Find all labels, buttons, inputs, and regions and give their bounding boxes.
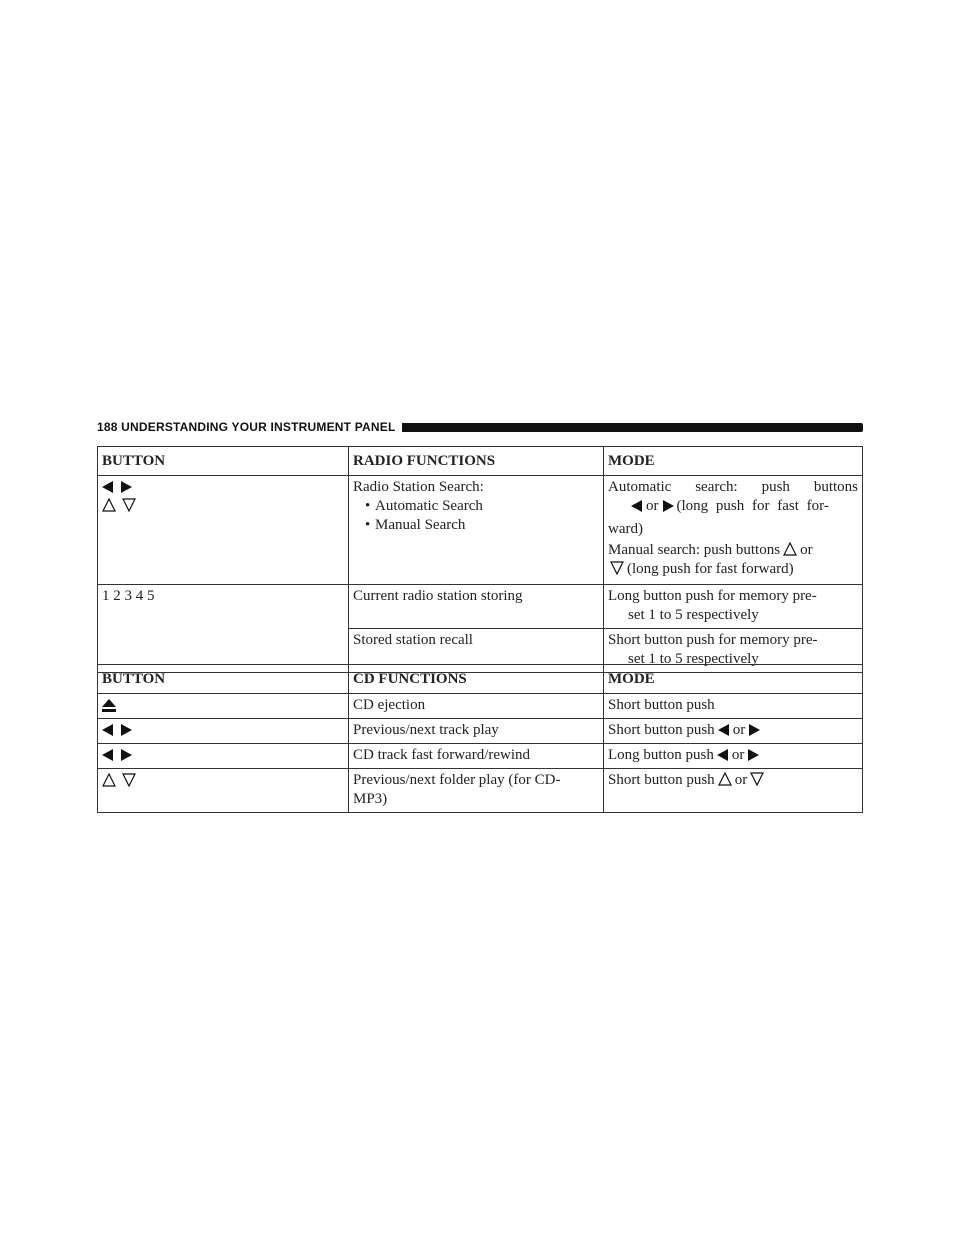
table-row (98, 476, 863, 585)
mode-cell (604, 476, 863, 585)
mode-cell: Short button push (604, 694, 863, 719)
mode-cell: Long button push or (604, 744, 863, 769)
left-right-arrows-icon (102, 721, 344, 739)
mode-cell: Long button push for memory pre- set 1 to 5 respectively (604, 585, 863, 629)
function-cell (349, 476, 604, 585)
function-cell: CD ejection (349, 694, 604, 719)
function-cell: Previous/next folder play (for CD- MP3) (349, 769, 604, 813)
col-header-mode: MODE (604, 665, 863, 694)
function-cell: Current radio station storing (349, 585, 604, 629)
table-row (98, 769, 863, 813)
up-down-triangles-icon (102, 496, 344, 514)
down-triangle-icon (750, 772, 764, 786)
up-down-triangles-icon (102, 771, 344, 789)
up-triangle-icon (718, 772, 732, 786)
mode-cell: Short button push for memory pre- set 1 to 5 respectively (604, 629, 863, 673)
function-cell: Previous/next track play (349, 719, 604, 744)
list-item: • Automatic Search (365, 498, 483, 514)
col-header-button: BUTTON (98, 665, 349, 694)
table-row (98, 719, 863, 744)
function-cell: Stored station recall (349, 629, 604, 673)
table-row (98, 744, 863, 769)
left-arrow-icon (631, 500, 643, 512)
list-item: • Manual Search (365, 517, 466, 533)
cd-functions-table (97, 664, 863, 813)
left-right-arrows-icon (102, 746, 344, 764)
right-arrow-icon (747, 749, 759, 761)
mode-cell: Short button push or (604, 719, 863, 744)
col-header-mode: MODE (604, 447, 863, 476)
right-arrow-icon (662, 500, 674, 512)
mode-text: Automatic search: push buttons (608, 479, 858, 495)
right-arrow-icon (748, 724, 760, 736)
left-arrow-icon (718, 724, 730, 736)
up-triangle-icon (783, 542, 797, 556)
page-number-title: 188 UNDERSTANDING YOUR INSTRUMENT PANEL (97, 420, 396, 434)
table-header-row (98, 447, 863, 476)
table-row (98, 694, 863, 719)
col-header-functions: CD FUNCTIONS (349, 665, 604, 694)
function-title: Radio Station Search: (353, 479, 484, 495)
button-cell (98, 769, 349, 813)
col-header-functions: RADIO FUNCTIONS (349, 447, 604, 476)
mode-text: Manual search: push buttons or (608, 542, 813, 558)
header-rule (402, 423, 864, 432)
radio-functions-table (97, 446, 863, 673)
table-header-row (98, 665, 863, 694)
function-cell: CD track fast forward/rewind (349, 744, 604, 769)
left-arrow-icon (717, 749, 729, 761)
button-cell (98, 719, 349, 744)
mode-text: ward) (608, 521, 643, 537)
col-header-button: BUTTON (98, 447, 349, 476)
button-cell (98, 694, 349, 719)
button-cell (98, 476, 349, 585)
eject-icon (102, 699, 116, 712)
page-header (97, 418, 863, 436)
mode-text: (long push for fast forward) (608, 560, 858, 581)
mode-cell: Short button push or (604, 769, 863, 813)
button-cell (98, 744, 349, 769)
button-cell: 1 2 3 4 5 (98, 585, 349, 673)
mode-text: or (long push for fast for- (608, 497, 858, 516)
down-triangle-icon (610, 561, 624, 575)
left-right-arrows-icon (102, 478, 344, 496)
table-row (98, 585, 863, 629)
